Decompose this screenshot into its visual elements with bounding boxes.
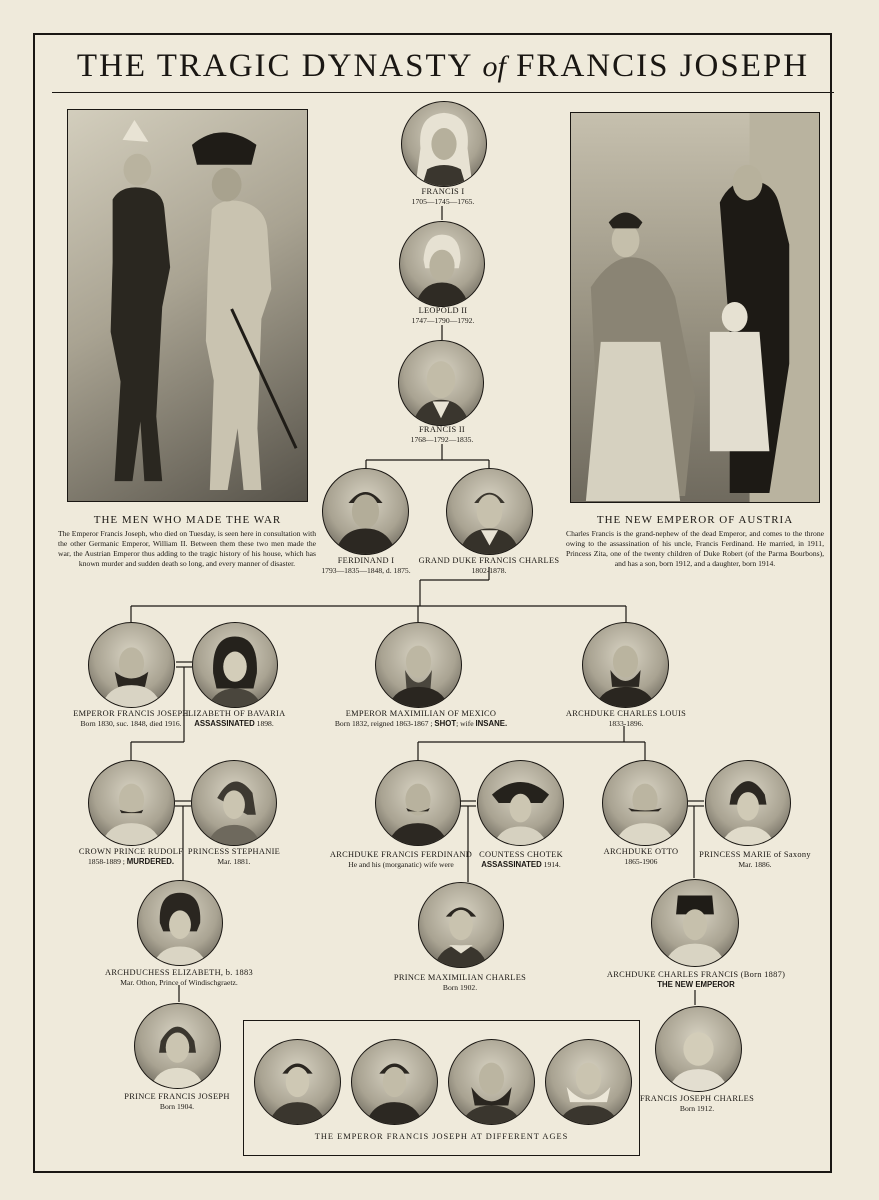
label-archduke-charles-francis: ARCHDUKE CHARLES FRANCIS (Born 1887) THE NEW EMPEROR <box>606 970 786 989</box>
label-ferdinand-1: FERDINAND I 1793—1835—1848, d. 1875. <box>321 556 411 575</box>
portrait-francis-2 <box>398 340 484 426</box>
portrait-francis-joseph-charles <box>655 1006 742 1092</box>
left-photo-caption: THE MEN WHO MADE THE WAR <box>93 514 282 526</box>
label-archduke-francis-ferdinand: ARCHDUKE FRANCIS FERDINAND He and his (morganatic) wife were <box>329 850 473 869</box>
portrait-fj-age-old <box>545 1039 632 1125</box>
page-title <box>52 47 834 85</box>
label-prince-maximilian-charles: PRINCE MAXIMILIAN CHARLES Born 1902. <box>393 973 527 992</box>
photo-new-emperor-family <box>570 112 820 503</box>
portrait-prince-maximilian-charles <box>418 882 504 968</box>
label-countess-chotek: COUNTESS CHOTEK ASSASSINATED 1914. <box>479 850 563 869</box>
portrait-elizabeth-of-bavaria <box>192 622 278 708</box>
portrait-princess-marie <box>705 760 791 846</box>
label-archduke-otto: ARCHDUKE OTTO 1865-1906 <box>603 847 679 866</box>
portrait-emperor-maximilian <box>375 622 462 708</box>
label-emperor-maximilian: EMPEROR MAXIMILIAN OF MEXICO Born 1832, reigned 1863-1867 ; SHOT; wife INSANE. <box>334 709 508 728</box>
portrait-fj-age-adult <box>351 1039 438 1125</box>
right-photo-caption: THE NEW EMPEROR OF AUSTRIA <box>596 514 794 526</box>
portrait-crown-prince-rudolf <box>88 760 175 846</box>
label-grand-duke-francis-charles: GRAND DUKE FRANCIS CHARLES 1802-1878. <box>418 556 560 575</box>
label-francis-1: FRANCIS I 1705—1745—1765. <box>411 187 475 206</box>
portrait-fj-age-young <box>254 1039 341 1125</box>
label-elizabeth-of-bavaria: ELIZABETH OF BAVARIA ASSASSINATED 1898. <box>182 709 286 728</box>
portrait-archduke-otto <box>602 760 688 846</box>
label-leopold-2: LEOPOLD II 1747—1790—1792. <box>411 306 475 325</box>
label-prince-francis-joseph: PRINCE FRANCIS JOSEPH Born 1904. <box>124 1092 230 1111</box>
label-francis-2: FRANCIS II 1768—1792—1835. <box>410 425 474 444</box>
label-archduchess-elizabeth: ARCHDUCHESS ELIZABETH, b. 1883 Mar. Othon, Prince of Windischgraetz. <box>105 968 253 987</box>
portrait-prince-francis-joseph <box>134 1003 221 1089</box>
portrait-francis-1 <box>401 101 487 187</box>
label-archduke-charles-louis: ARCHDUKE CHARLES LOUIS 1833-1896. <box>565 709 687 728</box>
left-photo-text: The Emperor Francis Joseph, who died on Tuesday, is seen here in consultation with the other Germanic Emperor, William II. Between them these two men made the war, the Austrian Emperor thus adding to the tragic history of his house, which has known murder and sudden death so long, and every manner of disaster. <box>58 529 316 568</box>
portrait-archduke-charles-francis <box>651 879 739 967</box>
title-part-1: THE TRAGIC DYNASTY <box>76 48 473 84</box>
portrait-grand-duke-francis-charles <box>446 468 533 555</box>
label-crown-prince-rudolf: CROWN PRINCE RUDOLF 1858-1889 ; MURDERED. <box>78 847 184 866</box>
portrait-leopold-2 <box>399 221 485 307</box>
portrait-archduke-charles-louis <box>582 622 669 708</box>
ages-caption: THE EMPEROR FRANCIS JOSEPH AT DIFFERENT AGES <box>314 1132 569 1141</box>
portrait-archduke-francis-ferdinand <box>375 760 461 846</box>
portrait-countess-chotek <box>477 760 564 846</box>
portrait-fj-age-middle <box>448 1039 535 1125</box>
label-francis-joseph-charles: FRANCIS JOSEPH CHARLES Born 1912. <box>639 1094 755 1113</box>
right-photo-text: Charles Francis is the grand-nephew of the dead Emperor, and comes to the throne owing to the assassination of his uncle, Francis Ferdinand. He married, in 1911, Princess Zita, one of the twenty children of Duke Robert (of the Parma Bourbons), and has a son, born 1912, and a daughter, born 1914. <box>566 529 824 568</box>
label-princess-stephanie: PRINCESS STEPHANIE Mar. 1881. <box>187 847 281 866</box>
portrait-princess-stephanie <box>191 760 277 846</box>
photo-men-who-made-the-war <box>67 109 308 502</box>
title-part-2: FRANCIS JOSEPH <box>516 48 810 84</box>
portrait-archduchess-elizabeth <box>137 880 223 966</box>
title-rule <box>52 92 834 93</box>
portrait-emperor-francis-joseph <box>88 622 175 708</box>
title-of: of <box>482 50 506 83</box>
portrait-ferdinand-1 <box>322 468 409 555</box>
label-emperor-francis-joseph: EMPEROR FRANCIS JOSEPH Born 1830, suc. 1848, died 1916. <box>73 709 189 728</box>
label-princess-marie: PRINCESS MARIE of Saxony Mar. 1886. <box>699 850 811 869</box>
